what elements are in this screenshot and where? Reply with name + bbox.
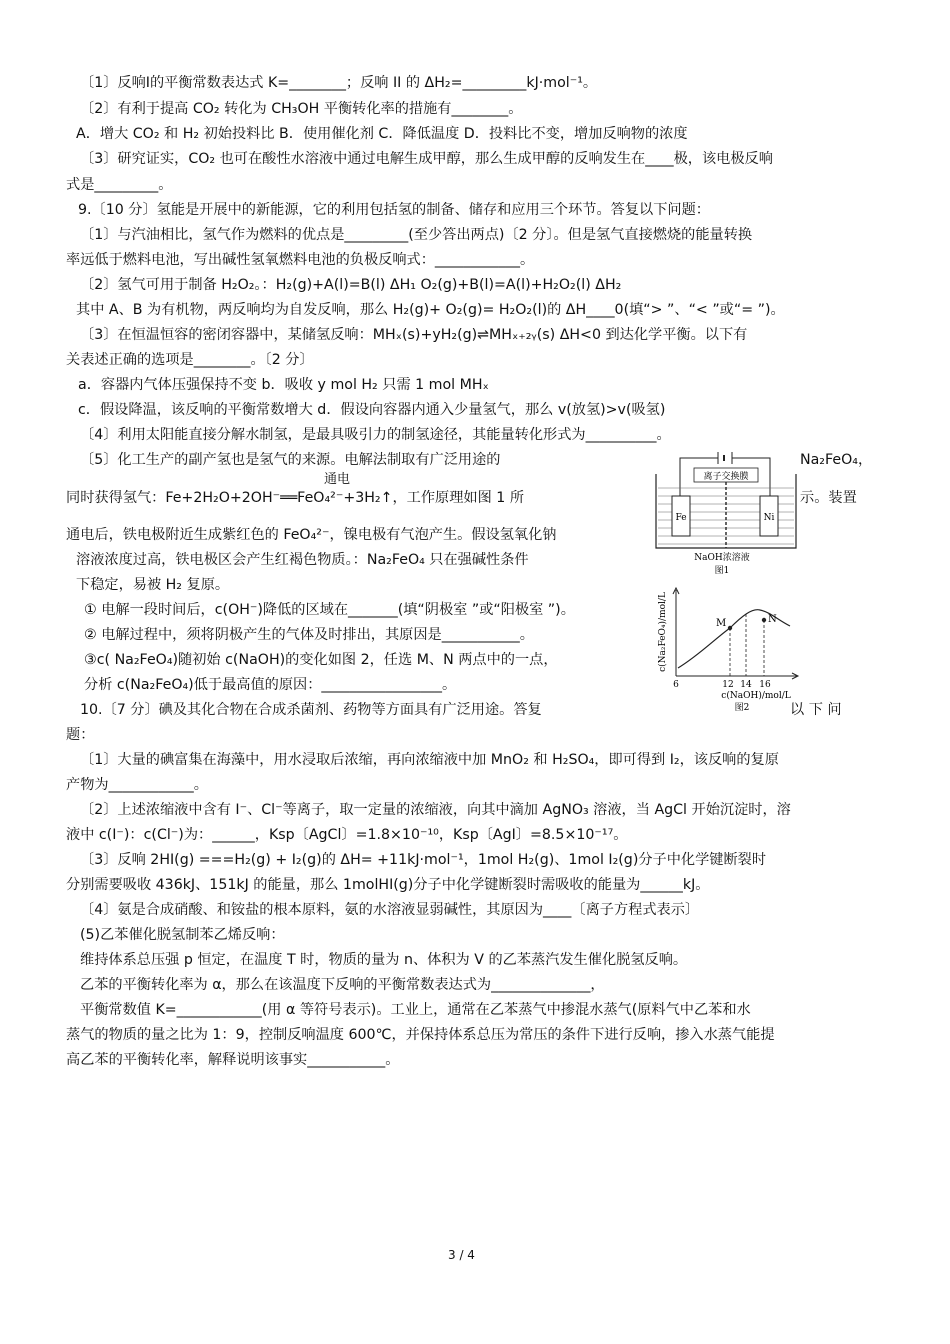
option-line: c．假设降温，该反响的平衡常数增大 d．假设向容器内通入少量氢气，那么 v(放氢)>v(吸氢) [78,402,666,418]
solution-label: NaOH浓溶液 [694,553,750,563]
text-line: 〔2〕有利于提高 CO₂ 转化为 CH₃OH 平衡转化率的措施有________。 [80,101,523,117]
question-9-heading: 9.〔10 分〕氢能是开展中的新能源，它的利用包括氢的制备、储存和应用三个环节。答复以下问题： [78,202,710,218]
text-line: 率远低于燃料电池，写出碱性氢氧燃料电池的负极反响式：____________。 [66,252,535,268]
text-line: 分析 c(Na₂FeO₄)低于最高值的原因：_________________。 [84,677,457,693]
text-line: 液中 c(I⁻)：c(Cl⁻)为：______，Ksp〔AgCl〕=1.8×10⁻¹⁰，Ksp〔AgI〕=8.5×10⁻¹⁷。 [66,827,628,843]
text-line: 平衡常数值 K=____________(用 α 等符号表示)。工业上，通常在乙苯蒸气中掺混水蒸气(原料气中乙苯和水 [80,1002,751,1018]
text-line: 〔1〕反响Ⅰ的平衡常数表达式 K=________；反响 II 的 ΔH₂=_________kJ·mol⁻¹。 [80,75,598,91]
text-line: 乙苯的平衡转化率为 α，那么在该温度下反响的平衡常数表达式为______________， [80,977,605,993]
text-line: A．增大 CO₂ 和 H₂ 初始投料比 B．使用催化剂 C．降低温度 D．投料比不变，增加反响物的浓度 [76,126,688,142]
tick-label: 6 [673,680,679,690]
text-line: 题： [66,727,95,743]
text-line: 高乙苯的平衡转化率，解释说明该事实___________。 [66,1052,400,1068]
text-line: 〔2〕氢气可用于制备 H₂O₂。：H₂(g)+A(l)=B(l) ΔH₁ O₂(g)+B(l)=A(l)+H₂O₂(l) ΔH₂ [80,277,622,293]
point-m-label: M [716,618,727,629]
option-line: a．容器内气体压强保持不变 b．吸收 y mol H₂ 只需 1 mol MHₓ [78,377,489,393]
text-line: 式是_________。 [66,177,173,193]
concentration-curve-figure [652,586,802,714]
text-line: 产物为____________。 [66,777,208,793]
text-line: ① 电解一段时间后，c(OH⁻)降低的区域在_______(填“阴极室 ”或“阳极室 ”)。 [84,602,575,618]
text-line: 〔3〕反响 2HI(g) ===H₂(g) + I₂(g)的 ΔH= +11kJ·mol⁻¹，1mol H₂(g)、1mol I₂(g)分子中化学键断裂时 [80,852,767,868]
text-line: 示。装置 [800,490,857,506]
text-line: 〔1〕与汽油相比，氢气作为燃料的优点是_________(至少答出两点)〔2 分〕。但是氢气直接燃烧的能量转换 [80,227,753,243]
text-line: 下稳定，易被 H₂ 复原。 [76,577,230,593]
text-line: ③c( Na₂FeO₄)随初始 c(NaOH)的变化如图 2，任选 M、N 两点中的一点， [84,652,558,668]
text-line: 溶液浓度过高，铁电极区会产生红褐色物质。：Na₂FeO₄ 只在强碱性条件 [76,552,529,568]
fe-electrode-label: Fe [675,513,687,523]
text-line: 维持体系总压强 p 恒定，在温度 T 时，物质的量为 n、体积为 V 的乙苯蒸汽发生催化脱氢反响。 [80,952,688,968]
figure2-xlabel: c(NaOH)/mol/L [721,691,791,701]
text-line: 〔5〕化工生产的副产氢也是氢气的来源。电解法制取有广泛用途的 [80,452,501,468]
page-number: 3 / 4 [448,1248,475,1262]
point-m [728,626,732,630]
text-line: Na₂FeO₄， [800,452,873,468]
figure2-caption: 图2 [734,703,750,713]
electrolysis-cell-figure [652,452,800,576]
text-line: 〔3〕在恒温恒容的密闭容器中，某储氢反响：MHₓ(s)+yH₂(g)⇌MHₓ₊₂ᵧ(s) ΔH<0 到达化学平衡。以下有 [80,327,748,343]
text-line: 关表述正确的选项是________。〔2 分〕 [66,352,314,368]
equation-condition: 通电 [324,472,351,487]
membrane-label: 离子交换膜 [703,472,749,482]
text-line: (5)乙苯催化脱氢制苯乙烯反响： [80,927,285,943]
text-line: 同时获得氢气：Fe+2H₂O+2OH⁻══FeO₄²⁻+3H₂↑，工作原理如图 1 所 [66,490,525,506]
text-line: 〔1〕大量的碘富集在海藻中，用水浸取后浓缩，再向浓缩液中加 MnO₂ 和 H₂SO₄，即可得到 I₂，该反响的复原 [80,752,779,768]
text-line: 通电后，铁电极附近生成紫红色的 FeO₄²⁻，镍电极有气泡产生。假设氢氧化钠 [66,527,557,543]
text-line: 〔4〕氨是合成硝酸、和铵盐的根本原料，氨的水溶液显弱碱性，其原因为____〔离子方程式表示〕 [80,902,700,918]
text-line: ② 电解过程中，须将阴极产生的气体及时排出，其原因是___________。 [84,627,534,643]
figure2-ylabel: c(Na₂FeO₄)/mol/L [658,592,668,672]
figure1-caption: 图1 [714,566,730,576]
question-10-heading: 10.〔7 分〕碘及其化合物在合成杀菌剂、药物等方面具有广泛用途。答复 [80,702,542,718]
ni-electrode-label: Ni [763,513,775,523]
text-line: 〔3〕研究证实，CO₂ 也可在酸性水溶液中通过电解生成甲醇，那么生成甲醇的反响发生在____极，该电极反响 [80,151,773,167]
text-line: 以 下 问 [790,702,842,718]
point-n [762,618,766,622]
tick-label: 12 [722,680,734,690]
tick-label: 16 [759,680,771,690]
text-line: 〔2〕上述浓缩液中含有 I⁻、Cl⁻等离子，取一定量的浓缩液，向其中滴加 AgNO₃ 溶液，当 AgCl 开始沉淀时，溶 [80,802,791,818]
point-n-label: N [768,614,777,625]
tick-label: 14 [740,680,752,690]
text-line: 其中 A、B 为有机物，两反响均为自发反响，那么 H₂(g)+ O₂(g)= H₂O₂(l)的 ΔH____0(填“> ”、“< ”或“= ”)。 [76,302,785,318]
text-line: 〔4〕利用太阳能直接分解水制氢，是最具吸引力的制氢途径，其能量转化形式为__________。 [80,427,671,443]
text-line: 蒸气的物质的量之比为 1：9，控制反响温度 600℃，并保持体系总压为常压的条件下进行反响，掺入水蒸气能提 [66,1027,775,1043]
text-line: 分别需要吸收 436kJ、151kJ 的能量，那么 1molHI(g)分子中化学键断裂时需吸收的能量为______kJ。 [66,877,710,893]
